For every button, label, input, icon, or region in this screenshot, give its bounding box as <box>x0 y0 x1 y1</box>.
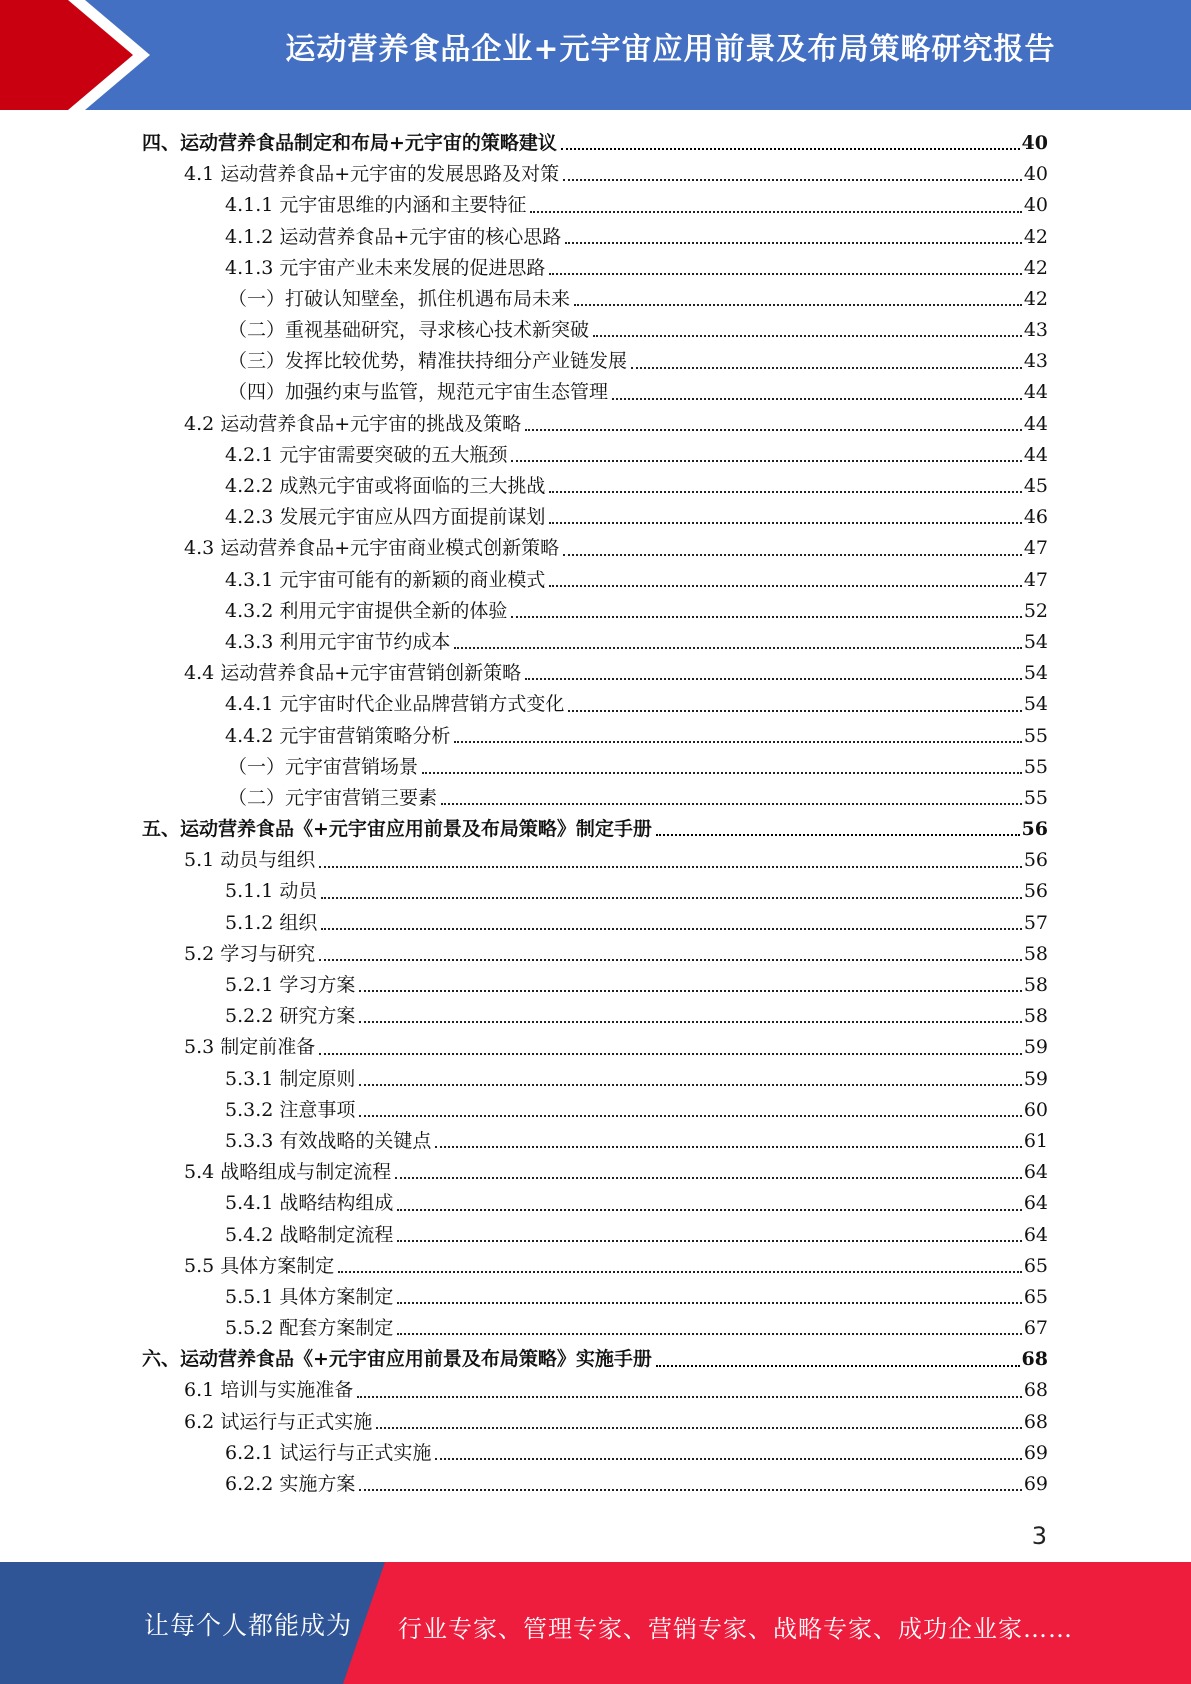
toc-entry[interactable] <box>0 159 1191 190</box>
toc-entry[interactable] <box>0 1001 1191 1032</box>
toc-entry-page: 43 <box>1023 319 1048 342</box>
toc-entry-title: 4.3 运动营养食品+元宇宙商业模式创新策略 <box>184 537 560 560</box>
toc-dot-leader <box>454 647 1021 649</box>
toc-entry[interactable] <box>0 721 1191 752</box>
toc-entry-page: 65 <box>1023 1285 1048 1308</box>
toc-dot-leader <box>321 897 1021 899</box>
toc-entry-title: 5.4 战略组成与制定流程 <box>184 1161 392 1184</box>
toc-entry-page: 47 <box>1023 568 1048 591</box>
toc-entry-page: 65 <box>1023 1254 1048 1277</box>
toc-entry[interactable] <box>0 908 1191 939</box>
toc-entry-title: 5.3 制定前准备 <box>184 1036 316 1059</box>
toc-dot-leader <box>612 398 1022 400</box>
page-header <box>0 0 1191 110</box>
toc-entry-title: 六、运动营养食品《+元宇宙应用前景及布局策略》实施手册 <box>142 1348 652 1371</box>
toc-dot-leader <box>574 304 1022 306</box>
page-footer <box>0 1562 1191 1684</box>
toc-dot-leader <box>397 1302 1021 1304</box>
footer-slogan-left: 让每个人都能成为 <box>144 1611 353 1640</box>
toc-dot-leader <box>435 1458 1021 1460</box>
toc-entry[interactable] <box>0 284 1191 315</box>
toc-dot-leader <box>549 585 1021 587</box>
toc-entry[interactable] <box>0 315 1191 346</box>
toc-entry-title: 5.2.1 学习方案 <box>225 974 356 997</box>
toc-entry-title: 4.2.1 元宇宙需要突破的五大瓶颈 <box>225 443 508 466</box>
toc-entry-title: 5.4.1 战略结构组成 <box>225 1192 394 1215</box>
toc-entry-page: 67 <box>1023 1317 1048 1340</box>
toc-entry-title: 4.3.1 元宇宙可能有的新颖的商业模式 <box>225 568 546 591</box>
toc-entry[interactable] <box>0 627 1191 658</box>
toc-entry-title: 四、运动营养食品制定和布局+元宇宙的策略建议 <box>142 131 557 154</box>
toc-entry[interactable] <box>0 1376 1191 1407</box>
toc-dot-leader <box>561 148 1020 150</box>
toc-entry-page: 54 <box>1023 693 1048 716</box>
toc-entry-page: 46 <box>1023 506 1048 529</box>
toc-entry-page: 40 <box>1023 194 1048 217</box>
toc-entry[interactable] <box>0 471 1191 502</box>
toc-entry-page: 68 <box>1023 1410 1048 1433</box>
toc-entry-title: 5.5.1 具体方案制定 <box>225 1285 394 1308</box>
toc-entry[interactable] <box>0 346 1191 377</box>
toc-entry-page: 42 <box>1023 225 1048 248</box>
toc-entry-page: 69 <box>1023 1441 1048 1464</box>
toc-entry[interactable] <box>0 1251 1191 1282</box>
toc-dot-leader <box>565 242 1022 244</box>
toc-entry[interactable] <box>0 596 1191 627</box>
toc-entry-title: 4.2.2 成熟元宇宙或将面临的三大挑战 <box>225 475 546 498</box>
toc-entry-page: 68 <box>1021 1348 1048 1371</box>
toc-dot-leader <box>563 179 1022 181</box>
toc-entry-page: 54 <box>1023 630 1048 653</box>
toc-entry[interactable] <box>0 658 1191 689</box>
toc-entry-title: 6.2.2 实施方案 <box>225 1473 356 1496</box>
toc-entry-page: 55 <box>1023 786 1048 809</box>
toc-entry-title: 4.2 运动营养食品+元宇宙的挑战及策略 <box>184 412 522 435</box>
toc-entry[interactable] <box>0 1095 1191 1126</box>
toc-entry-page: 56 <box>1023 880 1048 903</box>
toc-entry-title: （二）元宇宙营销三要素 <box>228 786 438 809</box>
toc-entry-page: 55 <box>1023 755 1048 778</box>
toc-entry-page: 44 <box>1023 412 1048 435</box>
toc-dot-leader <box>397 1333 1021 1335</box>
toc-dot-leader <box>435 1146 1021 1148</box>
toc-dot-leader <box>511 460 1021 462</box>
toc-dot-leader <box>549 522 1021 524</box>
toc-entry[interactable] <box>0 939 1191 970</box>
toc-entry[interactable] <box>0 1344 1191 1375</box>
toc-entry-title: 4.1 运动营养食品+元宇宙的发展思路及对策 <box>184 163 560 186</box>
toc-entry-page: 56 <box>1021 818 1048 841</box>
toc-entry-title: 5.3.2 注意事项 <box>225 1098 356 1121</box>
toc-dot-leader <box>656 834 1020 836</box>
toc-entry-title: 4.1.3 元宇宙产业未来发展的促进思路 <box>225 256 546 279</box>
table-of-contents <box>0 128 1191 1500</box>
toc-entry[interactable] <box>0 1220 1191 1251</box>
toc-entry-page: 42 <box>1023 256 1048 279</box>
toc-entry-page: 60 <box>1023 1098 1048 1121</box>
toc-entry-title: 4.3.3 利用元宇宙节约成本 <box>225 630 451 653</box>
toc-entry[interactable] <box>0 752 1191 783</box>
toc-entry-title: 4.4.2 元宇宙营销策略分析 <box>225 724 451 747</box>
toc-entry-page: 40 <box>1023 163 1048 186</box>
toc-entry-title: 5.3.1 制定原则 <box>225 1067 356 1090</box>
toc-entry-page: 56 <box>1023 849 1048 872</box>
toc-entry-title: 5.5 具体方案制定 <box>184 1254 335 1277</box>
toc-entry-page: 45 <box>1023 475 1048 498</box>
toc-dot-leader <box>321 928 1021 930</box>
toc-entry[interactable] <box>0 845 1191 876</box>
toc-dot-leader <box>397 1209 1021 1211</box>
header-red-arrow-decoration <box>0 0 150 110</box>
toc-entry-page: 64 <box>1023 1192 1048 1215</box>
toc-entry-title: 4.4.1 元宇宙时代企业品牌营销方式变化 <box>225 693 565 716</box>
toc-entry[interactable] <box>0 1438 1191 1469</box>
toc-entry[interactable] <box>0 1407 1191 1438</box>
toc-dot-leader <box>319 866 1022 868</box>
toc-entry[interactable] <box>0 814 1191 845</box>
toc-entry-page: 44 <box>1023 381 1048 404</box>
toc-dot-leader <box>441 803 1022 805</box>
toc-entry-title: 5.2.2 研究方案 <box>225 1005 356 1028</box>
toc-entry[interactable] <box>0 783 1191 814</box>
toc-entry-title: 6.2.1 试运行与正式实施 <box>225 1441 432 1464</box>
toc-dot-leader <box>357 1396 1022 1398</box>
toc-dot-leader <box>511 616 1021 618</box>
toc-entry-title: 4.3.2 利用元宇宙提供全新的体验 <box>225 599 508 622</box>
toc-entry-title: 4.4 运动营养食品+元宇宙营销创新策略 <box>184 662 522 685</box>
toc-entry[interactable] <box>0 1126 1191 1157</box>
report-title: 运动营养食品企业+元宇宙应用前景及布局策略研究报告 <box>285 32 1056 67</box>
toc-entry-title: （一）打破认知壁垒，抓住机遇布局未来 <box>228 287 571 310</box>
toc-dot-leader <box>359 1084 1021 1086</box>
toc-entry-page: 58 <box>1023 974 1048 997</box>
toc-entry[interactable] <box>0 1282 1191 1313</box>
toc-entry[interactable] <box>0 1313 1191 1344</box>
toc-dot-leader <box>359 1021 1021 1023</box>
toc-dot-leader <box>397 1240 1021 1242</box>
toc-entry-title: 5.2 学习与研究 <box>184 942 316 965</box>
toc-dot-leader <box>359 1489 1021 1491</box>
toc-entry[interactable] <box>0 440 1191 471</box>
toc-entry[interactable] <box>0 970 1191 1001</box>
toc-entry-page: 40 <box>1021 131 1048 154</box>
toc-entry-title: 4.1.2 运动营养食品+元宇宙的核心思路 <box>225 225 562 248</box>
toc-entry-title: 5.4.2 战略制定流程 <box>225 1223 394 1246</box>
toc-entry[interactable] <box>0 502 1191 533</box>
toc-entry-title: 6.1 培训与实施准备 <box>184 1379 354 1402</box>
toc-entry-title: 4.2.3 发展元宇宙应从四方面提前谋划 <box>225 506 546 529</box>
toc-entry-page: 42 <box>1023 287 1048 310</box>
toc-entry[interactable] <box>0 1064 1191 1095</box>
toc-entry-title: 五、运动营养食品《+元宇宙应用前景及布局策略》制定手册 <box>142 818 652 841</box>
toc-entry[interactable] <box>0 409 1191 440</box>
toc-entry-title: 5.1 动员与组织 <box>184 849 316 872</box>
toc-entry[interactable] <box>0 1032 1191 1063</box>
toc-dot-leader <box>656 1365 1020 1367</box>
toc-entry[interactable] <box>0 378 1191 409</box>
toc-entry[interactable] <box>0 190 1191 221</box>
toc-entry-title: 5.5.2 配套方案制定 <box>225 1317 394 1340</box>
toc-entry-page: 69 <box>1023 1473 1048 1496</box>
footer-slogan-right: 行业专家、管理专家、营销专家、战略专家、成功企业家…… <box>398 1615 1073 1643</box>
toc-entry[interactable] <box>0 565 1191 596</box>
toc-dot-leader <box>549 273 1021 275</box>
toc-entry-page: 43 <box>1023 350 1048 373</box>
toc-entry-title: 4.1.1 元宇宙思维的内涵和主要特征 <box>225 194 527 217</box>
toc-entry-page: 59 <box>1023 1036 1048 1059</box>
toc-dot-leader <box>319 959 1022 961</box>
toc-dot-leader <box>338 1271 1022 1273</box>
toc-dot-leader <box>593 335 1022 337</box>
page-number: 3 <box>1031 1522 1047 1550</box>
toc-entry-title: （四）加强约束与监管，规范元宇宙生态管理 <box>228 381 609 404</box>
toc-entry[interactable] <box>0 1188 1191 1219</box>
toc-entry-title: 5.3.3 有效战略的关键点 <box>225 1129 432 1152</box>
toc-entry-title: 5.1.2 组织 <box>225 911 318 934</box>
toc-entry-page: 58 <box>1023 942 1048 965</box>
toc-entry-title: （一）元宇宙营销场景 <box>228 755 419 778</box>
toc-dot-leader <box>395 1177 1022 1179</box>
toc-entry[interactable] <box>0 877 1191 908</box>
toc-entry-page: 52 <box>1023 599 1048 622</box>
toc-dot-leader <box>422 772 1022 774</box>
toc-entry[interactable] <box>0 222 1191 253</box>
toc-entry-title: 5.1.1 动员 <box>225 880 318 903</box>
toc-entry-page: 64 <box>1023 1223 1048 1246</box>
toc-entry[interactable] <box>0 1469 1191 1500</box>
toc-entry[interactable] <box>0 128 1191 159</box>
toc-entry[interactable] <box>0 1157 1191 1188</box>
toc-entry-title: 6.2 试运行与正式实施 <box>184 1410 373 1433</box>
toc-entry-page: 64 <box>1023 1161 1048 1184</box>
toc-entry-page: 55 <box>1023 724 1048 747</box>
toc-entry-page: 47 <box>1023 537 1048 560</box>
toc-entry-title: （二）重视基础研究，寻求核心技术新突破 <box>228 319 590 342</box>
toc-dot-leader <box>525 429 1022 431</box>
toc-entry[interactable] <box>0 689 1191 720</box>
toc-entry-page: 61 <box>1023 1129 1048 1152</box>
toc-dot-leader <box>563 554 1022 556</box>
toc-entry-title: （三）发挥比较优势，精准扶持细分产业链发展 <box>228 350 628 373</box>
toc-dot-leader <box>631 367 1022 369</box>
toc-dot-leader <box>359 1115 1021 1117</box>
toc-dot-leader <box>530 211 1021 213</box>
toc-dot-leader <box>568 710 1021 712</box>
toc-dot-leader <box>549 491 1021 493</box>
toc-entry-page: 44 <box>1023 443 1048 466</box>
toc-dot-leader <box>454 741 1021 743</box>
toc-entry-page: 58 <box>1023 1005 1048 1028</box>
toc-dot-leader <box>376 1427 1022 1429</box>
toc-entry[interactable] <box>0 253 1191 284</box>
toc-entry[interactable] <box>0 533 1191 564</box>
toc-dot-leader <box>359 990 1021 992</box>
toc-entry-page: 54 <box>1023 662 1048 685</box>
toc-dot-leader <box>525 678 1022 680</box>
toc-entry-page: 57 <box>1023 911 1048 934</box>
toc-entry-page: 68 <box>1023 1379 1048 1402</box>
toc-dot-leader <box>319 1053 1022 1055</box>
toc-entry-page: 59 <box>1023 1067 1048 1090</box>
